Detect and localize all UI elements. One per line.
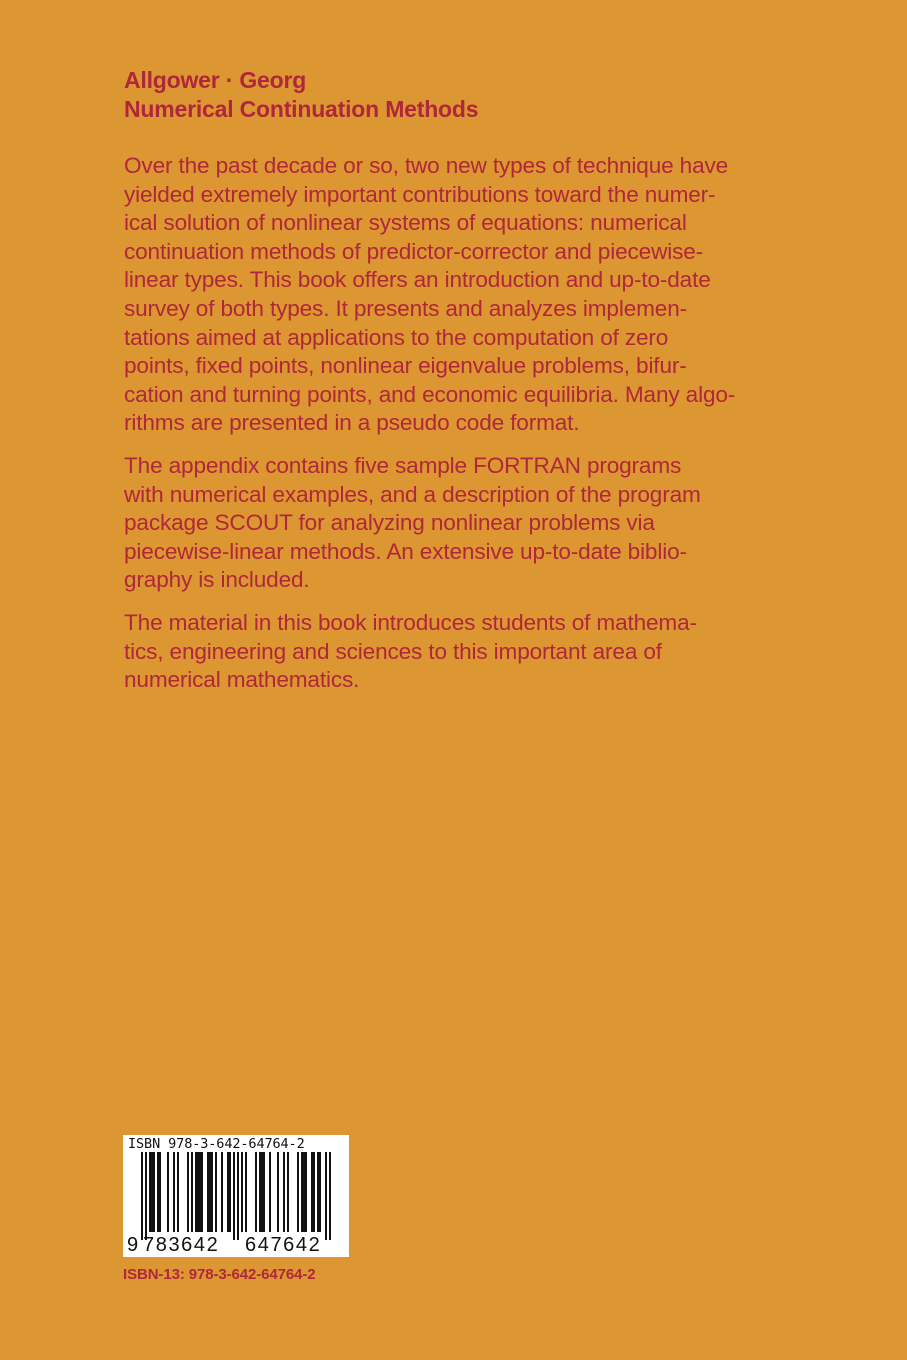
barcode-bar [221, 1152, 223, 1232]
text-line: points, fixed points, nonlinear eigenvalue problems, bifur- [124, 353, 687, 379]
barcode-bar [261, 1152, 263, 1232]
barcode-bar [149, 1152, 151, 1232]
barcode-bar [209, 1152, 211, 1232]
description-paragraph [124, 609, 814, 695]
barcode-bar [241, 1152, 243, 1232]
text-line: ical solution of nonlinear systems of equations: numerical [124, 210, 687, 236]
text-line: survey of both types. It presents and analyzes implemen- [124, 295, 688, 321]
barcode-bar [227, 1152, 229, 1232]
text-line: numerical mathematics. [124, 667, 360, 693]
text-line: with numerical examples, and a description of the program [124, 481, 701, 507]
barcode-bar [297, 1152, 299, 1232]
text-line: Over the past decade or so, two new types of technique have [124, 153, 729, 178]
barcode-bar [187, 1152, 189, 1232]
barcode-bar [201, 1152, 203, 1232]
barcode-bar [277, 1152, 279, 1232]
text-line: package SCOUT for analyzing nonlinear problems via [124, 510, 655, 536]
barcode-bar [215, 1152, 217, 1232]
barcode-bar [157, 1152, 159, 1232]
isbn13-label: ISBN-13: 978-3-642-64764-2 [123, 1266, 316, 1283]
isbn-barcode [123, 1135, 349, 1257]
barcode-digits [123, 1234, 349, 1256]
barcode-guard-bar [233, 1152, 235, 1240]
text-line: tations aimed at applications to the computation of zero [124, 324, 669, 350]
barcode-guard-bar [141, 1152, 143, 1240]
barcode-guard-bar [145, 1152, 147, 1240]
description-body [124, 152, 814, 709]
ean-first-digit: 9 [127, 1234, 139, 1256]
barcode-guard-bar [325, 1152, 327, 1240]
barcode-bar [229, 1152, 231, 1232]
text-line: graphy is included. [124, 567, 310, 593]
barcode-bar [305, 1152, 307, 1232]
barcode-bar [263, 1152, 265, 1232]
barcode-guard-bar [329, 1152, 331, 1240]
barcode-bar [195, 1152, 197, 1232]
text-line: yielded extremely important contributions toward the numer- [124, 181, 716, 207]
book-title: Numerical Continuation Methods [124, 96, 479, 122]
text-line: tics, engineering and sciences to this important area of [124, 638, 662, 664]
text-line: rithms are presented in a pseudo code format. [124, 410, 580, 436]
description-paragraph [124, 452, 814, 595]
barcode-bar [191, 1152, 193, 1232]
authors-line: Allgower · Georg [124, 67, 307, 93]
barcode-bar [259, 1152, 261, 1232]
barcode-bar [269, 1152, 271, 1232]
barcode-guard-bar [237, 1152, 239, 1240]
book-header [124, 66, 478, 124]
barcode-bar [319, 1152, 321, 1232]
text-line: continuation methods of predictor-corrector and piecewise- [124, 238, 704, 264]
text-line: piecewise-linear methods. An extensive up-to-date biblio- [124, 538, 687, 564]
barcode-bar [159, 1152, 161, 1232]
text-line: linear types. This book offers an introduction and up-to-date [124, 267, 711, 293]
barcode-bar [177, 1152, 179, 1232]
barcode-bar [199, 1152, 201, 1232]
barcode-bar [311, 1152, 313, 1232]
barcode-bar [167, 1152, 169, 1232]
barcode-bar [207, 1152, 209, 1232]
description-paragraph [124, 152, 814, 438]
barcode-bar [173, 1152, 175, 1232]
barcode-bar [283, 1152, 285, 1232]
ean-right-group: 647642 [245, 1234, 322, 1256]
barcode-bar [301, 1152, 303, 1232]
ean-left-group: 783642 [143, 1234, 220, 1256]
barcode-bar [303, 1152, 305, 1232]
barcode-bar [245, 1152, 247, 1232]
text-line: The appendix contains five sample FORTRAN programs [124, 452, 682, 478]
barcode-isbn-label: ISBN 978-3-642-64764-2 [128, 1136, 305, 1152]
barcode-bar [151, 1152, 153, 1232]
text-line: cation and turning points, and economic equilibria. Many algo- [124, 381, 736, 407]
barcode-bar [255, 1152, 257, 1232]
barcode-bar [287, 1152, 289, 1232]
barcode-bar [153, 1152, 155, 1232]
barcode-bar [313, 1152, 315, 1232]
barcode-bar [211, 1152, 213, 1232]
barcode-bar [317, 1152, 319, 1232]
barcode-bar [197, 1152, 199, 1232]
text-line: The material in this book introduces students of mathema- [124, 609, 697, 635]
